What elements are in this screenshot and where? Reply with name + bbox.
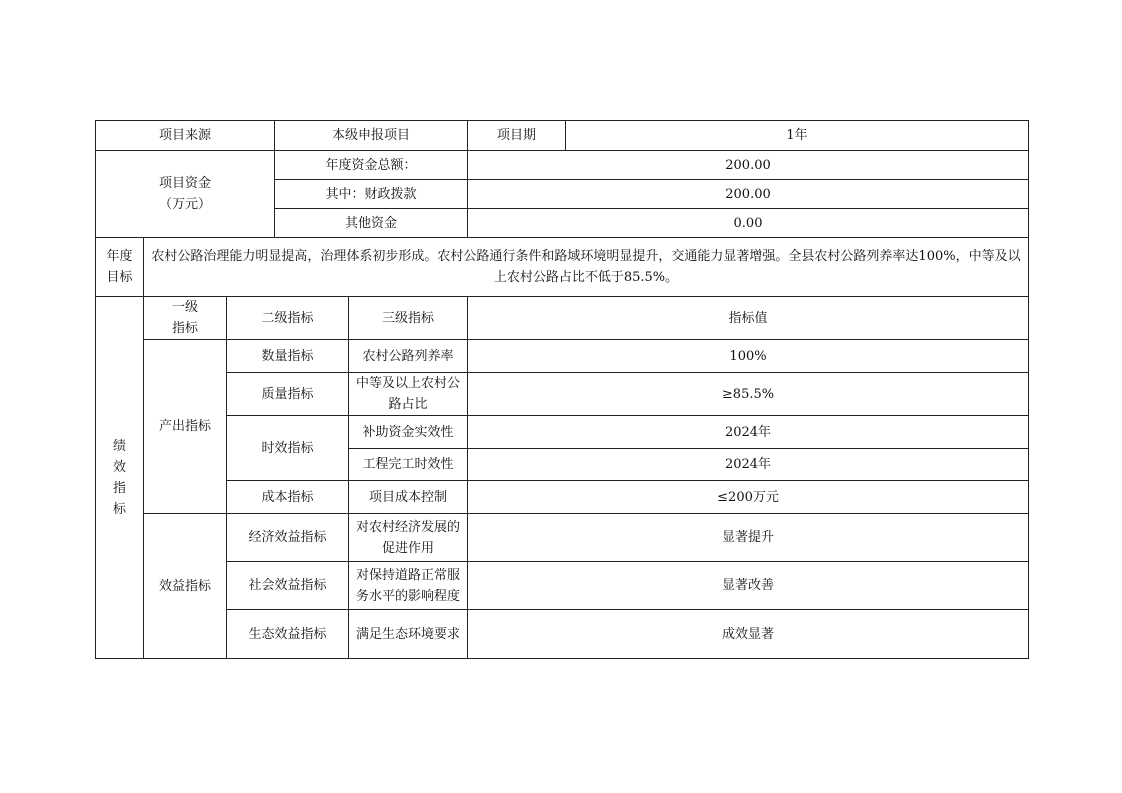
performance-label: 绩 效 指 标 <box>96 297 144 659</box>
quality-item: 中等及以上农村公 路占比 <box>349 373 468 416</box>
timeliness-value-2: 2024年 <box>468 449 1029 481</box>
economic-label: 经济效益指标 <box>227 514 349 562</box>
social-label: 社会效益指标 <box>227 562 349 610</box>
table-row <box>96 481 1029 514</box>
timeliness-value-1: 2024年 <box>468 416 1029 449</box>
timeliness-item-1: 补助资金实效性 <box>349 416 468 449</box>
funds-total-value: 200.00 <box>468 151 1029 180</box>
period-value: 1年 <box>566 121 1029 151</box>
output-label: 产出指标 <box>144 340 227 514</box>
table-row <box>96 610 1029 659</box>
ecological-label: 生态效益指标 <box>227 610 349 659</box>
ecological-value: 成效显著 <box>468 610 1029 659</box>
cost-value: ≤200万元 <box>468 481 1029 514</box>
goal-text: 农村公路治理能力明显提高，治理体系初步形成。农村公路通行条件和路域环境明显提升，交通能力显著增强。全县农村公路列养率达100%，中等及以上农村公路占比不低于85.5%。 <box>144 238 1029 297</box>
funds-other-label: 其他资金 <box>275 209 468 238</box>
period-label: 项目期 <box>468 121 566 151</box>
benefit-label: 效益指标 <box>144 514 227 659</box>
source-label: 项目来源 <box>96 121 275 151</box>
funds-other-value: 0.00 <box>468 209 1029 238</box>
quantity-label: 数量指标 <box>227 340 349 373</box>
level2-header: 二级指标 <box>227 297 349 340</box>
funds-total-label: 年度资金总额： <box>275 151 468 180</box>
funds-fiscal-label: 其中：财政拨款 <box>275 180 468 209</box>
quality-label: 质量指标 <box>227 373 349 416</box>
social-value: 显著改善 <box>468 562 1029 610</box>
quantity-item: 农村公路列养率 <box>349 340 468 373</box>
social-item: 对保持道路正常服 务水平的影响程度 <box>349 562 468 610</box>
value-header: 指标值 <box>468 297 1029 340</box>
cost-label: 成本指标 <box>227 481 349 514</box>
goal-row <box>96 238 1029 297</box>
performance-header-row <box>96 297 1029 340</box>
level3-header: 三级指标 <box>349 297 468 340</box>
source-value: 本级申报项目 <box>275 121 468 151</box>
funds-fiscal-value: 200.00 <box>468 180 1029 209</box>
table-row <box>96 340 1029 373</box>
performance-target-table <box>95 120 1029 659</box>
funds-label: 项目资金 （万元） <box>96 151 275 238</box>
level1-header: 一级 指标 <box>144 297 227 340</box>
cost-item: 项目成本控制 <box>349 481 468 514</box>
quantity-value: 100% <box>468 340 1029 373</box>
economic-value: 显著提升 <box>468 514 1029 562</box>
table-row <box>96 416 1029 449</box>
goal-label: 年度 目标 <box>96 238 144 297</box>
quality-value: ≥85.5% <box>468 373 1029 416</box>
header-row <box>96 121 1029 151</box>
economic-item: 对农村经济发展的 促进作用 <box>349 514 468 562</box>
timeliness-item-2: 工程完工时效性 <box>349 449 468 481</box>
table-row <box>96 373 1029 416</box>
table-row <box>96 514 1029 562</box>
ecological-item: 满足生态环境要求 <box>349 610 468 659</box>
table-row <box>96 562 1029 610</box>
funds-row-total <box>96 151 1029 180</box>
timeliness-label: 时效指标 <box>227 416 349 481</box>
